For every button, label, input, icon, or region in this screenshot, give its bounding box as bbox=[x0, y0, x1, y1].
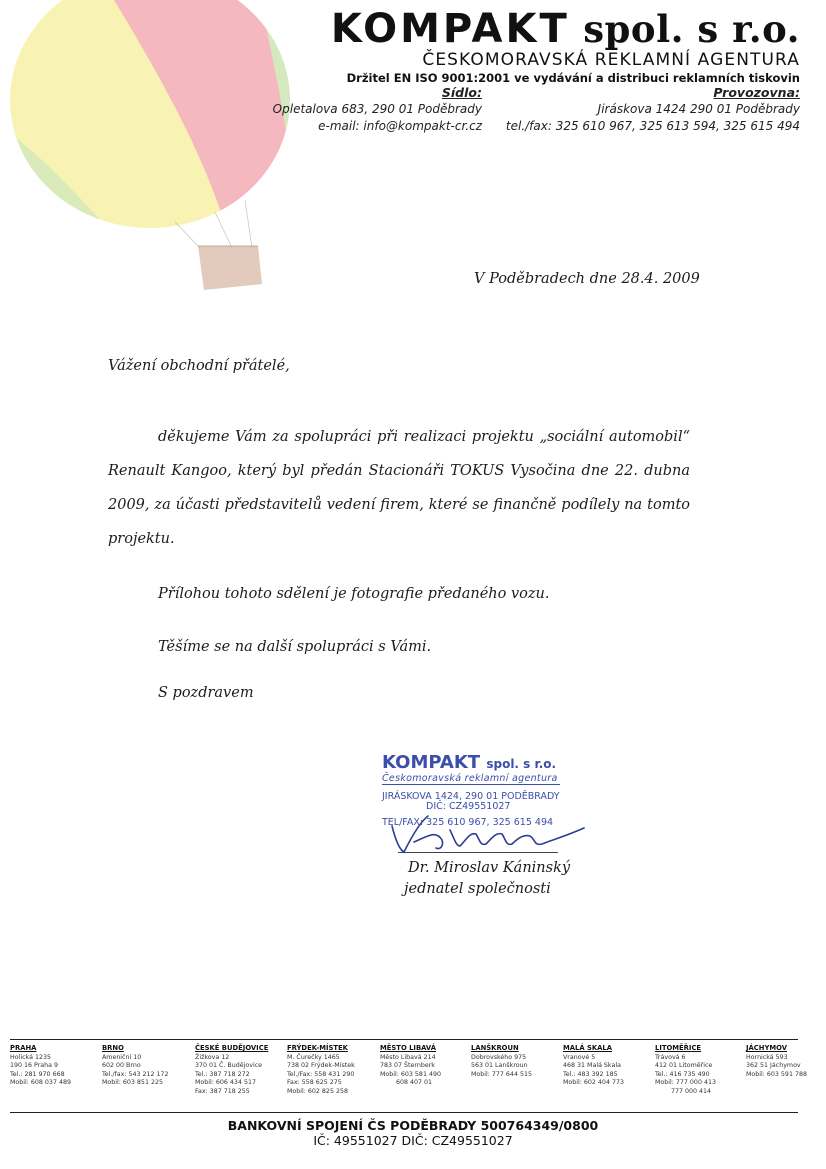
stamp-company-line bbox=[382, 752, 582, 773]
branch-line: Fax: 558 625 275 bbox=[287, 1079, 342, 1087]
company-legal-form: spol. s r.o. bbox=[583, 7, 800, 51]
signer-name: Dr. Miroslav Káninský bbox=[408, 860, 571, 876]
branch-line: Mobil: 603 591 788 bbox=[746, 1070, 807, 1078]
branch-name: MĚSTO LIBAVÁ bbox=[380, 1044, 436, 1052]
branch-office bbox=[471, 1044, 532, 1079]
body-line: projektu. bbox=[108, 531, 175, 547]
branch-line: Mobil: 606 434 517 bbox=[195, 1079, 256, 1087]
branch-line: 777 000 414 bbox=[671, 1087, 712, 1095]
branch-office bbox=[287, 1044, 355, 1097]
hot-air-balloon-illustration bbox=[0, 0, 300, 310]
stamp-phone-line: TEL/FAX: 325 610 967, 325 615 494 bbox=[382, 817, 554, 828]
agency-tagline: ČESKOMORAVSKÁ REKLAMNÍ AGENTURA bbox=[422, 50, 800, 70]
branch-line: 412 01 Litoměřice bbox=[655, 1062, 713, 1070]
branch-line: Tel.: 281 970 668 bbox=[10, 1070, 65, 1078]
stamp-legal-form: spol. s r.o. bbox=[486, 757, 557, 771]
branch-name: PRAHA bbox=[10, 1044, 37, 1052]
branch-office bbox=[563, 1044, 624, 1088]
branch-line: Mobil: 777 000 413 bbox=[655, 1079, 716, 1087]
branch-line: 190 16 Praha 9 bbox=[10, 1062, 59, 1070]
branch-line: Mobil: 608 037 489 bbox=[10, 1079, 71, 1087]
branch-office bbox=[746, 1044, 807, 1079]
branch-line: 370 01 Č. Budějovice bbox=[195, 1062, 263, 1070]
branch-office-phone: tel./fax: 325 610 967, 325 613 594, 325 615 494 bbox=[505, 119, 800, 133]
body-line: děkujeme Vám za spolupráci při realizaci projektu „sociální automobil“ bbox=[158, 429, 690, 445]
branch-line: Mobil: 603 851 225 bbox=[102, 1079, 163, 1087]
company-email: e-mail: info@kompakt-cr.cz bbox=[318, 119, 482, 133]
letter-regards: S pozdravem bbox=[158, 685, 254, 701]
stamp-company-name: KOMPAKT bbox=[382, 752, 481, 773]
branch-line: 362 51 Jáchymov bbox=[746, 1062, 801, 1070]
company-name bbox=[331, 6, 800, 52]
branch-name: MALÁ SKALA bbox=[563, 1044, 612, 1052]
branch-line: Trávová 6 bbox=[655, 1053, 686, 1061]
branch-line: Tel.: 416 735 490 bbox=[655, 1070, 710, 1078]
letter-body-paragraph bbox=[108, 420, 690, 556]
signature-line bbox=[398, 852, 558, 853]
branch-name: LITOMĚŘICE bbox=[655, 1044, 702, 1052]
branch-line: 602 00 Brno bbox=[102, 1062, 141, 1070]
branch-line: Fax: 387 718 255 bbox=[195, 1087, 250, 1095]
branch-name: BRNO bbox=[102, 1044, 124, 1052]
registered-office-heading: Sídlo: bbox=[441, 85, 482, 100]
branch-line: Mobil: 603 581 490 bbox=[380, 1070, 441, 1078]
branch-office-address: Jiráskova 1424 290 01 Poděbrady bbox=[597, 102, 800, 116]
branch-name: LANŠKROUN bbox=[471, 1044, 519, 1052]
branch-name: JÁCHYMOV bbox=[746, 1044, 788, 1052]
branch-office bbox=[195, 1044, 268, 1097]
branch-office bbox=[380, 1044, 441, 1088]
attachment-note: Přílohou tohoto sdělení je fotografie předaného vozu. bbox=[158, 586, 550, 602]
iso-certification-line: Držitel EN ISO 9001:2001 ve vydávání a distribuci reklamních tiskovin bbox=[346, 71, 800, 85]
branch-line: Žižkova 12 bbox=[195, 1053, 230, 1061]
branch-line: 608 407 01 bbox=[396, 1079, 433, 1087]
branch-name: ČESKÉ BUDĚJOVICE bbox=[195, 1044, 269, 1052]
branch-line: Holická 1235 bbox=[10, 1053, 51, 1061]
stamp-vat-line: DIČ: CZ49551027 bbox=[426, 801, 511, 812]
branch-office bbox=[10, 1044, 71, 1088]
branch-line: Město Libavá 214 bbox=[380, 1053, 436, 1061]
branch-office bbox=[655, 1044, 716, 1097]
branch-office-heading: Provozovna: bbox=[713, 85, 800, 100]
branch-line: Mobil: 777 644 515 bbox=[471, 1070, 532, 1078]
company-name-main: KOMPAKT bbox=[330, 6, 570, 52]
branch-line: M. Čurečky 1465 bbox=[287, 1053, 340, 1061]
branch-office bbox=[102, 1044, 169, 1088]
branch-line: Vranové 5 bbox=[563, 1053, 596, 1061]
branch-line: 783 07 Šternberk bbox=[380, 1062, 435, 1070]
branch-line: 738 02 Frýdek-Místek bbox=[287, 1062, 355, 1070]
branch-line: Tel.: 387 718 272 bbox=[195, 1070, 250, 1078]
bank-details: BANKOVNÍ SPOJENÍ ČS PODĚBRADY 500764349/0800 bbox=[227, 1118, 599, 1133]
signer-title: jednatel společnosti bbox=[404, 881, 551, 897]
handwritten-signature bbox=[370, 800, 600, 860]
closing-sentence: Těšíme se na další spolupráci s Vámi. bbox=[158, 639, 432, 655]
branch-line: Tel.: 483 392 185 bbox=[563, 1070, 618, 1078]
branch-line: 563 01 Lanškroun bbox=[471, 1062, 528, 1070]
letter-salutation: Vážení obchodní přátelé, bbox=[108, 358, 290, 374]
branch-offices-list bbox=[10, 1044, 807, 1110]
branch-line: 468 31 Malá Skala bbox=[563, 1062, 621, 1070]
branch-line: Dobrovského 975 bbox=[471, 1053, 527, 1061]
registered-office-block bbox=[273, 84, 482, 135]
branch-line: Mobil: 602 825 258 bbox=[287, 1087, 348, 1095]
stamp-agency-line: Českomoravská reklamní agentura bbox=[382, 773, 560, 785]
branch-line: Hornická 593 bbox=[746, 1053, 788, 1061]
branch-office-block bbox=[506, 84, 800, 135]
footer-bottom-rule bbox=[10, 1112, 798, 1113]
branch-name: FRÝDEK-MÍSTEK bbox=[287, 1044, 348, 1052]
branch-line: Tel./fax: 543 212 172 bbox=[102, 1070, 169, 1078]
company-ids: IČ: 49551027 DIČ: CZ49551027 bbox=[313, 1133, 513, 1148]
body-line: Renault Kangoo, který byl předán Stacionáři TOKUS Vysočina dne 22. dubna bbox=[108, 463, 690, 479]
branch-line: Mobil: 602 404 773 bbox=[563, 1079, 624, 1087]
branch-line: Tel./Fax: 558 431 290 bbox=[287, 1070, 355, 1078]
registered-office-address: Opletalova 683, 290 01 Poděbrady bbox=[272, 102, 482, 116]
letter-date: V Poděbradech dne 28.4. 2009 bbox=[474, 271, 700, 287]
branch-line: Ameniční 10 bbox=[102, 1053, 142, 1061]
footer-top-rule bbox=[10, 1039, 798, 1040]
body-line: 2009, za účasti představitelů vedení firem, které se finančně podílely na tomto bbox=[108, 497, 690, 513]
stamp-address-line: JIRÁSKOVA 1424, 290 01 PODĚBRADY bbox=[382, 791, 560, 802]
